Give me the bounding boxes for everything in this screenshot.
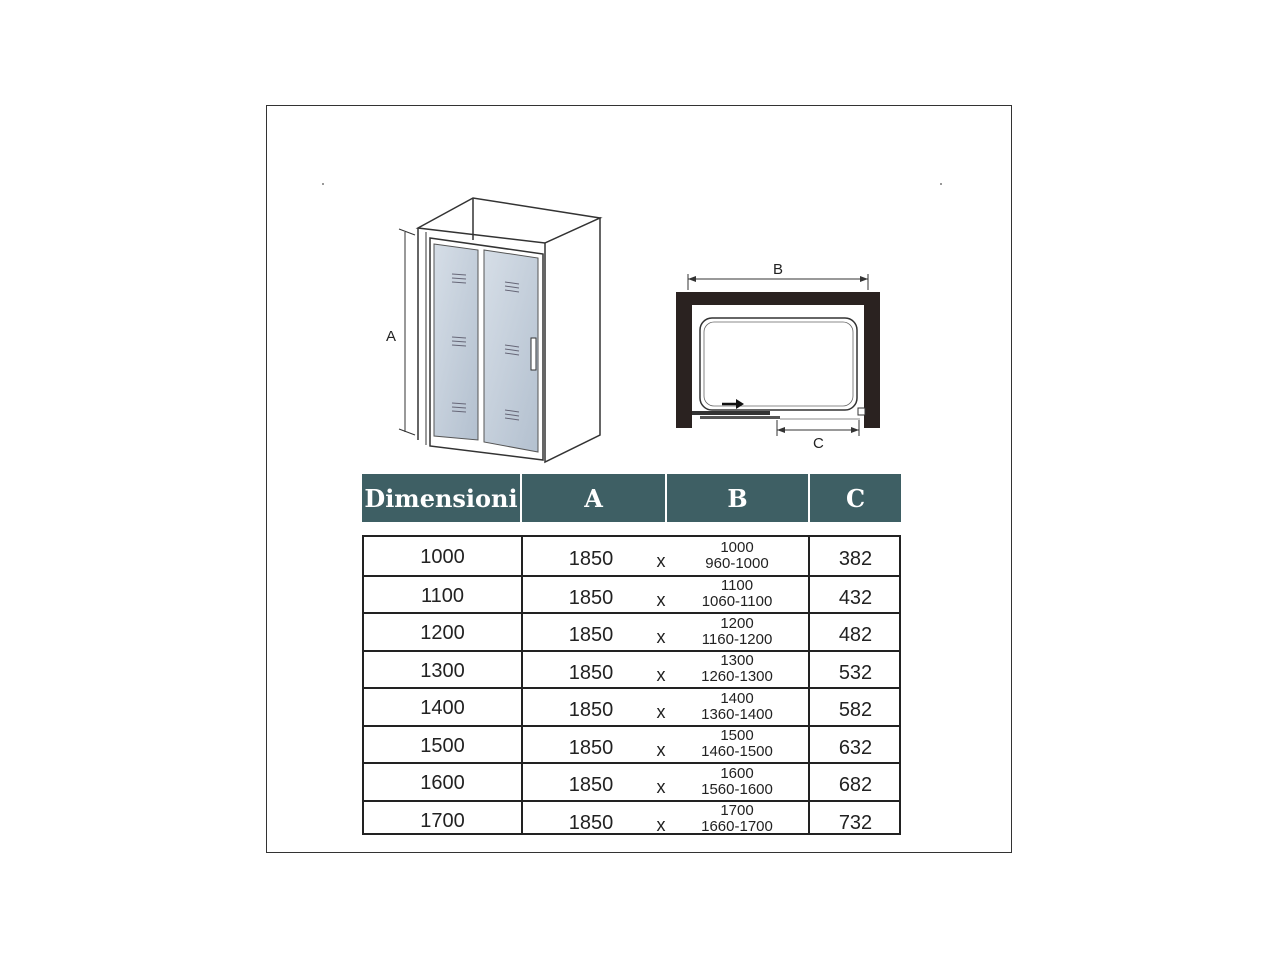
cell-b	[678, 652, 796, 688]
cell-b-nominal: 1200	[720, 614, 754, 632]
cell-b-range: 1460-1500	[701, 743, 773, 761]
cell-b-nominal: 1400	[720, 689, 754, 707]
header-b: B	[667, 474, 808, 522]
cell-b-range: 1160-1200	[701, 630, 773, 648]
cell-c: 632	[838, 736, 873, 759]
table-row	[364, 650, 899, 688]
cell-b-nominal: 1500	[720, 727, 754, 745]
cell-separator: x	[656, 777, 666, 798]
header-c: C	[810, 474, 901, 522]
cell-separator: x	[656, 814, 666, 835]
table-row	[364, 575, 899, 613]
dimensions-table	[362, 535, 901, 835]
cell-a: 1850	[568, 811, 614, 834]
dimension-b-label: B	[773, 261, 784, 278]
cell-b-range: 1560-1600	[701, 780, 773, 798]
table-row	[364, 537, 899, 575]
cell-separator: x	[656, 551, 666, 572]
cell-size: 1100	[420, 584, 464, 607]
cell-size: 1500	[420, 734, 465, 757]
cell-c: 682	[838, 774, 873, 797]
table-row	[364, 725, 899, 763]
cell-separator: x	[656, 739, 666, 760]
cell-size: 1600	[420, 772, 465, 795]
cell-size: 1200	[420, 622, 465, 645]
guide-dot-right	[940, 183, 942, 185]
cell-b-nominal: 1000	[720, 538, 754, 556]
cell-c: 382	[838, 548, 873, 571]
cell-b	[678, 577, 796, 613]
header-dimensioni: Dimensioni	[362, 474, 520, 522]
cell-separator: x	[656, 627, 666, 648]
cell-separator: x	[656, 702, 666, 723]
table-row	[364, 612, 899, 650]
shower-door-perspective-drawing	[380, 190, 610, 470]
cell-a: 1850	[568, 624, 614, 647]
fixed-panel	[692, 411, 770, 415]
cell-a: 1850	[568, 586, 614, 609]
cell-c: 582	[838, 699, 873, 722]
cell-b-range: 1060-1100	[701, 593, 773, 611]
guide-dot-left	[322, 183, 324, 185]
cell-a: 1850	[568, 774, 614, 797]
cell-c: 432	[838, 586, 873, 609]
cell-b	[678, 764, 796, 800]
cell-b	[678, 537, 796, 575]
cell-separator: x	[656, 589, 666, 610]
glass-panel-left	[434, 244, 478, 440]
table-row	[364, 762, 899, 800]
cell-b	[678, 689, 796, 725]
cell-a: 1850	[568, 661, 614, 684]
dimension-c-label: C	[813, 435, 824, 452]
cell-b	[678, 614, 796, 650]
right-wall	[545, 218, 600, 462]
cell-b	[678, 802, 796, 838]
cell-b-nominal: 1700	[720, 802, 754, 820]
cell-separator: x	[656, 664, 666, 685]
table-row	[364, 687, 899, 725]
cell-a: 1850	[568, 548, 614, 571]
glass-panel-right	[484, 250, 538, 452]
cell-size: 1700	[420, 809, 465, 832]
cell-b	[678, 727, 796, 763]
door-handle	[531, 338, 536, 370]
cell-b-range: 1260-1300	[701, 668, 773, 686]
dimension-a-label: A	[386, 328, 397, 345]
table-header	[362, 474, 901, 522]
cell-size: 1400	[420, 697, 465, 720]
cell-size: 1000	[420, 546, 465, 569]
cell-b-nominal: 1300	[720, 652, 754, 670]
cell-a: 1850	[568, 699, 614, 722]
header-a: A	[522, 474, 665, 522]
shower-tray	[700, 318, 857, 410]
cell-b-nominal: 1100	[720, 577, 754, 595]
cell-c: 732	[838, 811, 873, 834]
cell-b-range: 960-1000	[705, 554, 769, 572]
cell-size: 1300	[420, 659, 465, 682]
cell-c: 482	[838, 624, 873, 647]
cell-b-range: 1660-1700	[701, 818, 773, 836]
cell-a: 1850	[568, 736, 614, 759]
shower-door-top-view-drawing	[670, 255, 890, 455]
table-row	[364, 800, 899, 838]
cell-b-range: 1360-1400	[701, 705, 773, 723]
end-post	[858, 408, 865, 415]
cell-c: 532	[838, 661, 873, 684]
sliding-panel	[700, 416, 780, 419]
cell-b-nominal: 1600	[720, 764, 754, 782]
